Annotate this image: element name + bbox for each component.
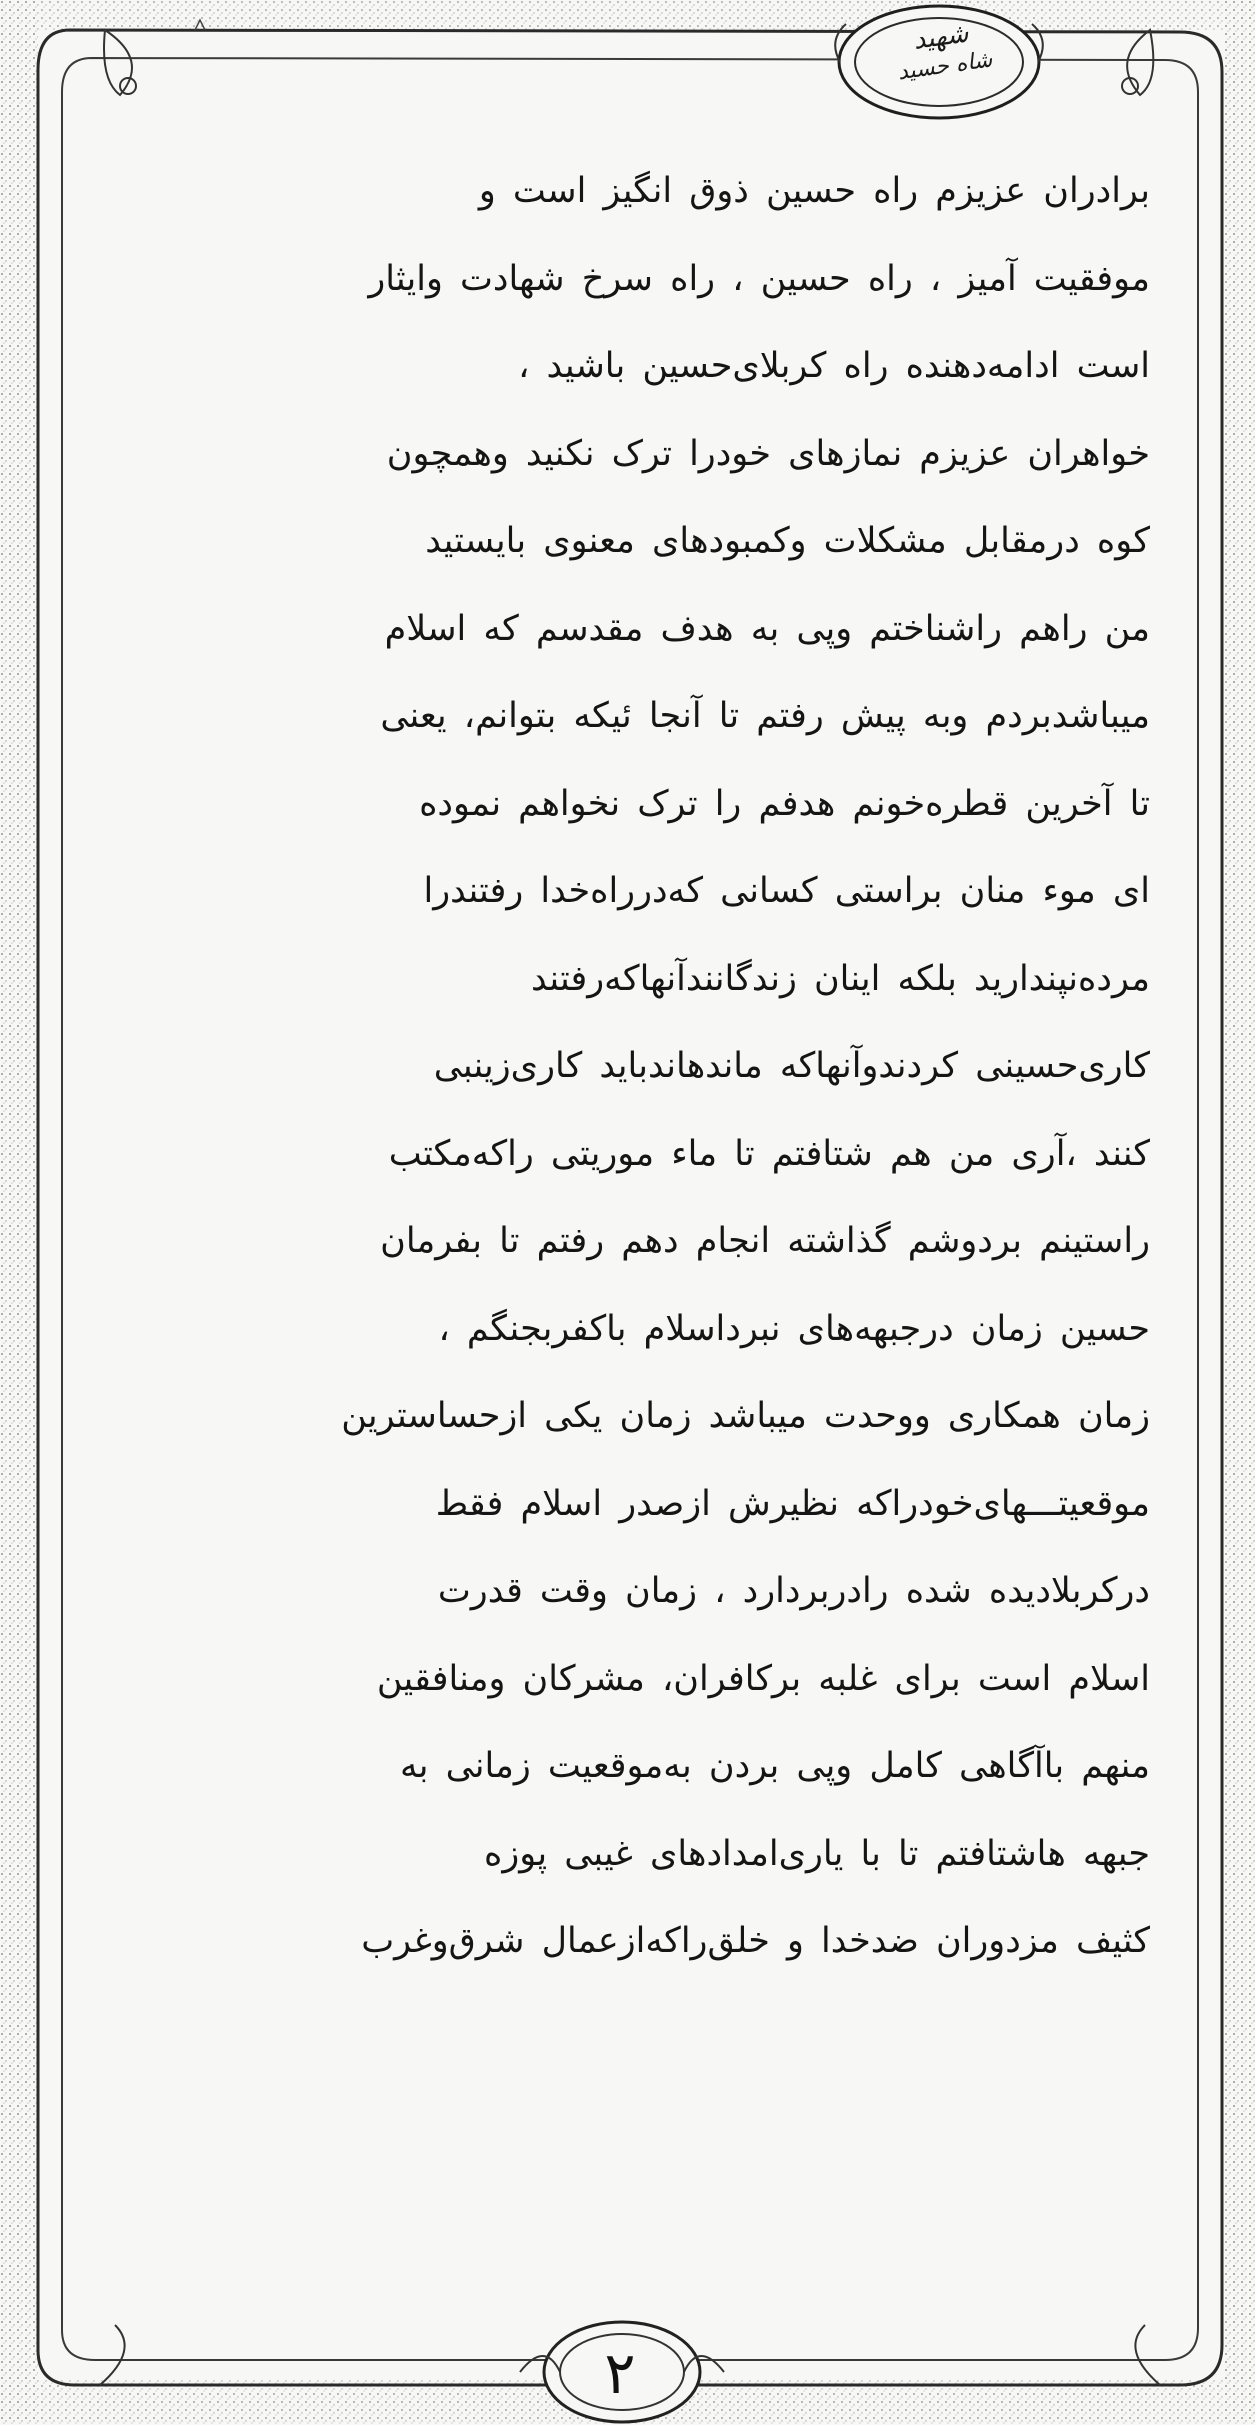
text-line: کنند ،آری من هم شتافتم تا ماء موریتی راکه‌مکتب (388, 1133, 1150, 1174)
seal-text-sub: شاه حسید (896, 47, 994, 86)
text-line: برادران عزیزم راه حسین ذوق انگیز است و (478, 171, 1150, 211)
page-number: ۲ (604, 2339, 636, 2407)
seal-text-main: شهید (911, 18, 971, 56)
text-line: موفقیت آمیز ، راه حسین ، راه سرخ شهادت وایثار (368, 258, 1150, 299)
text-line: مرده‌نپندارید بلکه اینان زندگانندآنهاکه‌رفتند (531, 958, 1150, 999)
text-line: است ادامه‌دهنده راه کربلای‌حسین باشید ، (518, 346, 1150, 386)
text-line: راستینم بردوشم گذاشته انجام دهم رفتم تا بفرمان (380, 1221, 1150, 1261)
text-line: کاری‌حسینی کردندوآنهاکه ماندهاندباید کاری‌زینبی (433, 1046, 1150, 1086)
text-line: موقعیتـــهای‌خودراکه نظیرش ازصدر اسلام فقط (435, 1483, 1150, 1524)
text-line: میباشدبردم وبه پیش رفتم تا آنجا ئیکه بتوانم، یعنی (380, 696, 1150, 736)
text-line: ای موء منان براستی کسانی که‌درراه‌خدا رفتندرا (423, 871, 1150, 911)
text-line: اسلام است برای غلبه برکافران، مشرکان ومنافقین (376, 1658, 1150, 1699)
text-line: کوه درمقابل مشکلات وکمبودهای معنوی بایستید (425, 521, 1150, 561)
text-line: کثیف مزدوران ضدخدا و خلق‌راکه‌ازعمال شرق‌وغرب (361, 1921, 1150, 1961)
text-line: زمان همکاری ووحدت میباشد زمان یکی ازحساسترین (341, 1396, 1150, 1436)
letter-body (110, 148, 1150, 1986)
text-line: خواهران عزیزم نمازهای خودرا ترک نکنید وهمچون (386, 433, 1150, 474)
text-line: منهم باآگاهی کامل وپی بردن به‌موقعیت زمانی به (399, 1746, 1150, 1786)
text-line: حسین زمان درجبهه‌های نبرداسلام باکفربجنگم ، (438, 1308, 1150, 1349)
text-line: درکربلادیده شده رادربردارد ، زمان وقت قدرت (437, 1571, 1150, 1611)
text-line: تا آخرین قطره‌خونم هدفم را ترک نخواهم نموده (419, 783, 1150, 824)
text-line: من راهم راشناختم وپی به هدف مقدسم که اسلام (384, 608, 1150, 649)
text-line: جبهه هاشتافتم تا با یاری‌امدادهای غیبی پوزه (484, 1833, 1150, 1874)
